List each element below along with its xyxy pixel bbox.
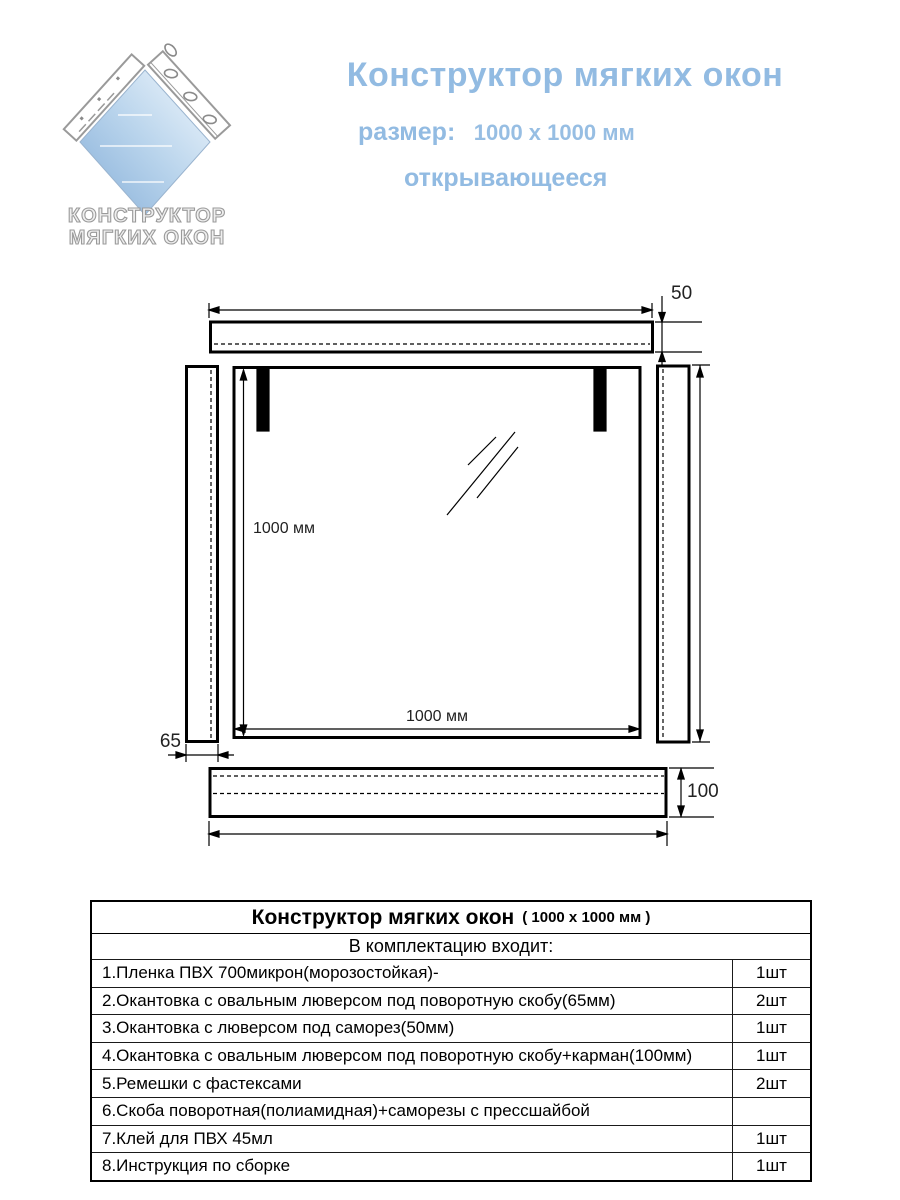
item-qty: 1шт [756, 963, 787, 983]
item-qty: 1шт [756, 1046, 787, 1066]
table-row [92, 959, 810, 987]
table-row [92, 1097, 810, 1125]
item-name: 4.Окантовка с овальным люверсом под поворотную скобу+карман(100мм) [92, 1043, 733, 1070]
item-qty: 2шт [756, 1073, 787, 1093]
item-name: 1.Пленка ПВХ 700микрон(морозостойкая)- [92, 960, 733, 987]
item-qty: 1шт [756, 1156, 787, 1176]
dim-label-height: 1000 мм [253, 520, 316, 537]
table-row [92, 1042, 810, 1070]
page-title: Конструктор мягких окон [346, 56, 784, 94]
table-subtitle-row: В комплектацию входит: [92, 933, 810, 959]
item-qty: 1шт [756, 1128, 787, 1148]
dim-label-50: 50 [671, 283, 693, 304]
table-title-row [92, 902, 810, 933]
table-row [92, 987, 810, 1015]
strap-left [257, 369, 269, 431]
size-line [358, 118, 635, 147]
strip-right-65mm [658, 366, 690, 742]
components-table [90, 900, 812, 1182]
dim-label-width: 1000 мм [405, 708, 469, 725]
item-qty: 2шт [756, 990, 787, 1010]
item-qty: 1шт [756, 1018, 787, 1038]
size-value: 1000 x 1000 мм [473, 120, 635, 145]
window-type-label: открывающееся [404, 164, 608, 192]
strap-right [594, 369, 606, 431]
dim-label-100: 100 [687, 781, 719, 802]
dim-bottom-width [209, 821, 667, 846]
strip-left-65mm [187, 367, 218, 742]
table-row [92, 1014, 810, 1042]
company-logo [60, 40, 240, 225]
table-row [92, 1125, 810, 1153]
logo-wordmark-line2: МЯГКИХ ОКОН [68, 226, 226, 249]
dim-top-width [209, 303, 652, 318]
logo-wordmark [52, 206, 242, 249]
dim-label-65: 65 [159, 731, 181, 752]
table-title: Конструктор мягких окон [251, 905, 515, 929]
technical-drawing [0, 280, 900, 860]
strip-top-50mm [211, 322, 653, 352]
item-name: 5.Ремешки с фастексами [92, 1070, 733, 1097]
table-row [92, 1152, 810, 1180]
dim-right-height [692, 365, 710, 742]
item-qty [733, 1098, 810, 1125]
table-title-size: ( 1000 x 1000 мм ) [522, 909, 651, 926]
item-name: 2.Окантовка с овальным люверсом под поворотную скобу(65мм) [92, 988, 733, 1015]
table-row [92, 1069, 810, 1097]
pvc-film-panel [234, 368, 640, 738]
size-label: размер: [358, 118, 456, 146]
logo-wordmark-line1: КОНСТРУКТОР [67, 205, 227, 227]
item-name: 6.Скоба поворотная(полиамидная)+саморезы с прессшайбой [92, 1098, 733, 1125]
item-name: 7.Клей для ПВХ 45мл [92, 1126, 733, 1153]
item-name: 3.Окантовка с люверсом под саморез(50мм) [92, 1015, 733, 1042]
item-name: 8.Инструкция по сборке [92, 1153, 733, 1180]
